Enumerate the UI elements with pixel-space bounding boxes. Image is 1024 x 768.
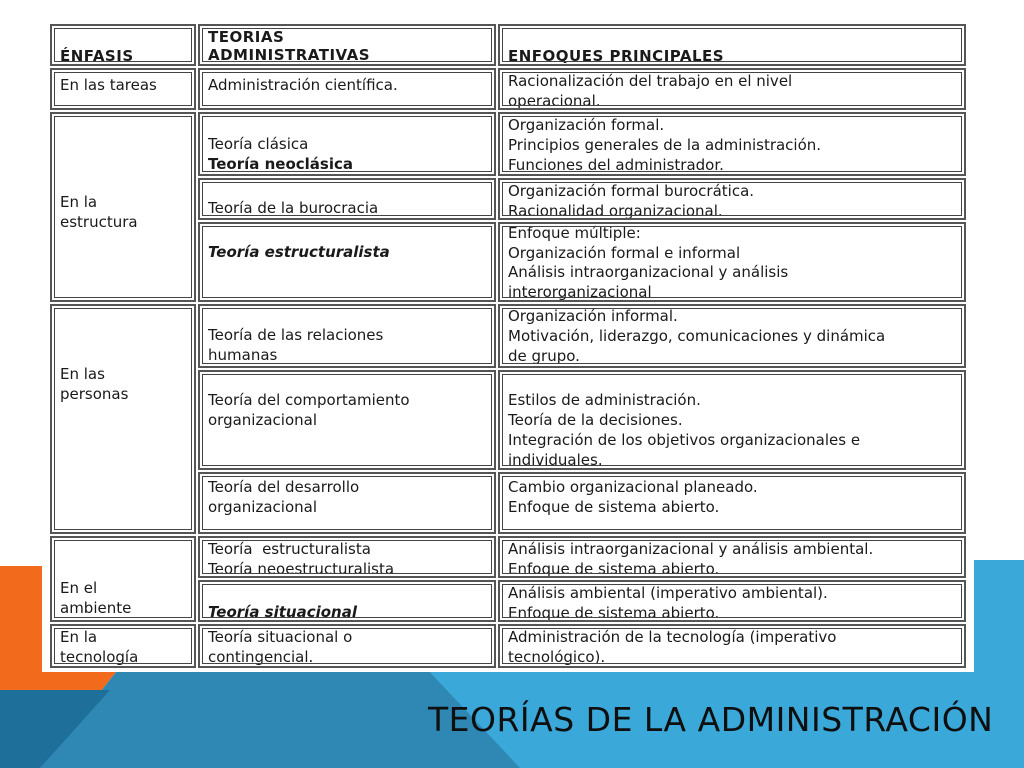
approach-text: Organización formal burocrática. [508,182,755,200]
approach-text: de grupo. [508,347,580,365]
theory-comportamiento [198,370,496,470]
theory-contingencial [198,624,496,668]
theory-text: Teoría clásica [208,135,309,153]
theory-text: organizacional [208,411,317,429]
emphasis-text: En el [60,579,98,597]
theory-neoestructuralista [198,536,496,578]
approach-estructuralista [498,222,966,302]
approach-neoestructuralista [498,536,966,578]
emphasis-text: En las tareas [60,76,157,94]
header-teorias [198,24,496,66]
approach-comportamiento [498,370,966,470]
approach-text: Cambio organizacional planeado. [508,478,758,496]
approach-text: interorganizacional [508,282,652,301]
approach-text: Estilos de administración. [508,391,701,409]
emphasis-tecnologia [50,624,196,668]
header-enfasis [50,24,196,66]
approach-text: Enfoque de sistema abierto. [508,560,720,578]
theory-text-bold: Teoría neoclásica [208,155,353,173]
theory-burocracia [198,178,496,220]
approach-clasica [498,112,966,176]
emphasis-text: tecnología [60,648,139,666]
emphasis-text: estructura [60,213,138,231]
approach-text: Motivación, liderazgo, comunicaciones y dinámica [508,327,886,345]
approach-text: Enfoque de sistema abierto. [508,604,720,622]
theory-text: Teoría estructuralista [208,540,371,558]
slide-title: TEORÍAS DE LA ADMINISTRACIÓN [428,700,994,739]
approach-burocracia [498,178,966,220]
approach-text: Enfoque de sistema abierto. [508,498,720,516]
emphasis-personas [50,304,196,534]
emphasis-text: ambiente [60,599,132,617]
theories-table [42,14,974,672]
approach-text: Integración de los objetivos organizacionales e [508,431,861,449]
approach-text: Funciones del administrador. [508,156,724,174]
approach-text: Organización formal e informal [508,243,741,262]
header-teorias-line-1: TEORIAS [208,28,285,46]
theory-text: Teoría neoestructuralista [208,560,395,578]
theory-estructuralista [198,222,496,302]
theory-text: Teoría del comportamiento [208,391,410,409]
header-enfoques-text: ENFOQUES PRINCIPALES [508,47,725,65]
theory-text: Teoría de las relaciones [208,326,384,344]
header-enfasis-text: ÉNFASIS [60,47,134,65]
approach-text: tecnológico). [508,648,606,666]
theory-text: Administración científica. [208,76,398,94]
theory-text-bold-italic: Teoría situacional [208,603,357,621]
approach-text: Administración de la tecnología (imperativo [508,628,837,646]
approach-text: Análisis intraorganizacional y análisis ambiental. [508,540,874,558]
approach-text: individuales. [508,451,603,469]
approach-relaciones [498,304,966,368]
theory-situacional [198,580,496,622]
approach-text: Análisis ambiental (imperativo ambiental). [508,584,828,602]
emphasis-text: En las [60,365,105,383]
theory-cientifica [198,68,496,110]
theory-text: Teoría del desarrollo [208,478,360,496]
approach-tecnologia [498,624,966,668]
emphasis-text: En la [60,628,98,646]
theory-relaciones [198,304,496,368]
approach-text: Análisis intraorganizacional y análisis [508,263,789,281]
approach-desarrollo [498,472,966,534]
emphasis-text: personas [60,385,129,403]
approach-text: Organización formal. [508,116,665,134]
approach-text: operacional. [508,92,601,110]
header-enfoques [498,24,966,66]
theory-text: Teoría de la burocracia [208,199,379,217]
theory-text: organizacional [208,498,317,516]
theory-text-bold-italic: Teoría estructuralista [208,243,390,261]
approach-text: Teoría de la decisiones. [508,411,683,429]
approach-tareas [498,68,966,110]
approach-text: Racionalización del trabajo en el nivel [508,72,793,90]
emphasis-ambiente [50,536,196,622]
approach-situacional [498,580,966,622]
theory-clasica [198,112,496,176]
theory-desarrollo [198,472,496,534]
theory-text: Teoría situacional o [208,628,353,646]
approach-text: Enfoque múltiple: [508,224,641,242]
emphasis-estructura [50,112,196,302]
theory-text: humanas [208,346,278,364]
emphasis-text: En la [60,193,98,211]
approach-text: Racionalidad organizacional. [508,202,723,220]
header-teorias-line-2: ADMINISTRATIVAS [208,46,371,64]
emphasis-tareas [50,68,196,110]
approach-text: Organización informal. [508,307,678,325]
approach-text: Principios generales de la administración. [508,136,822,154]
theory-text: contingencial. [208,648,314,666]
